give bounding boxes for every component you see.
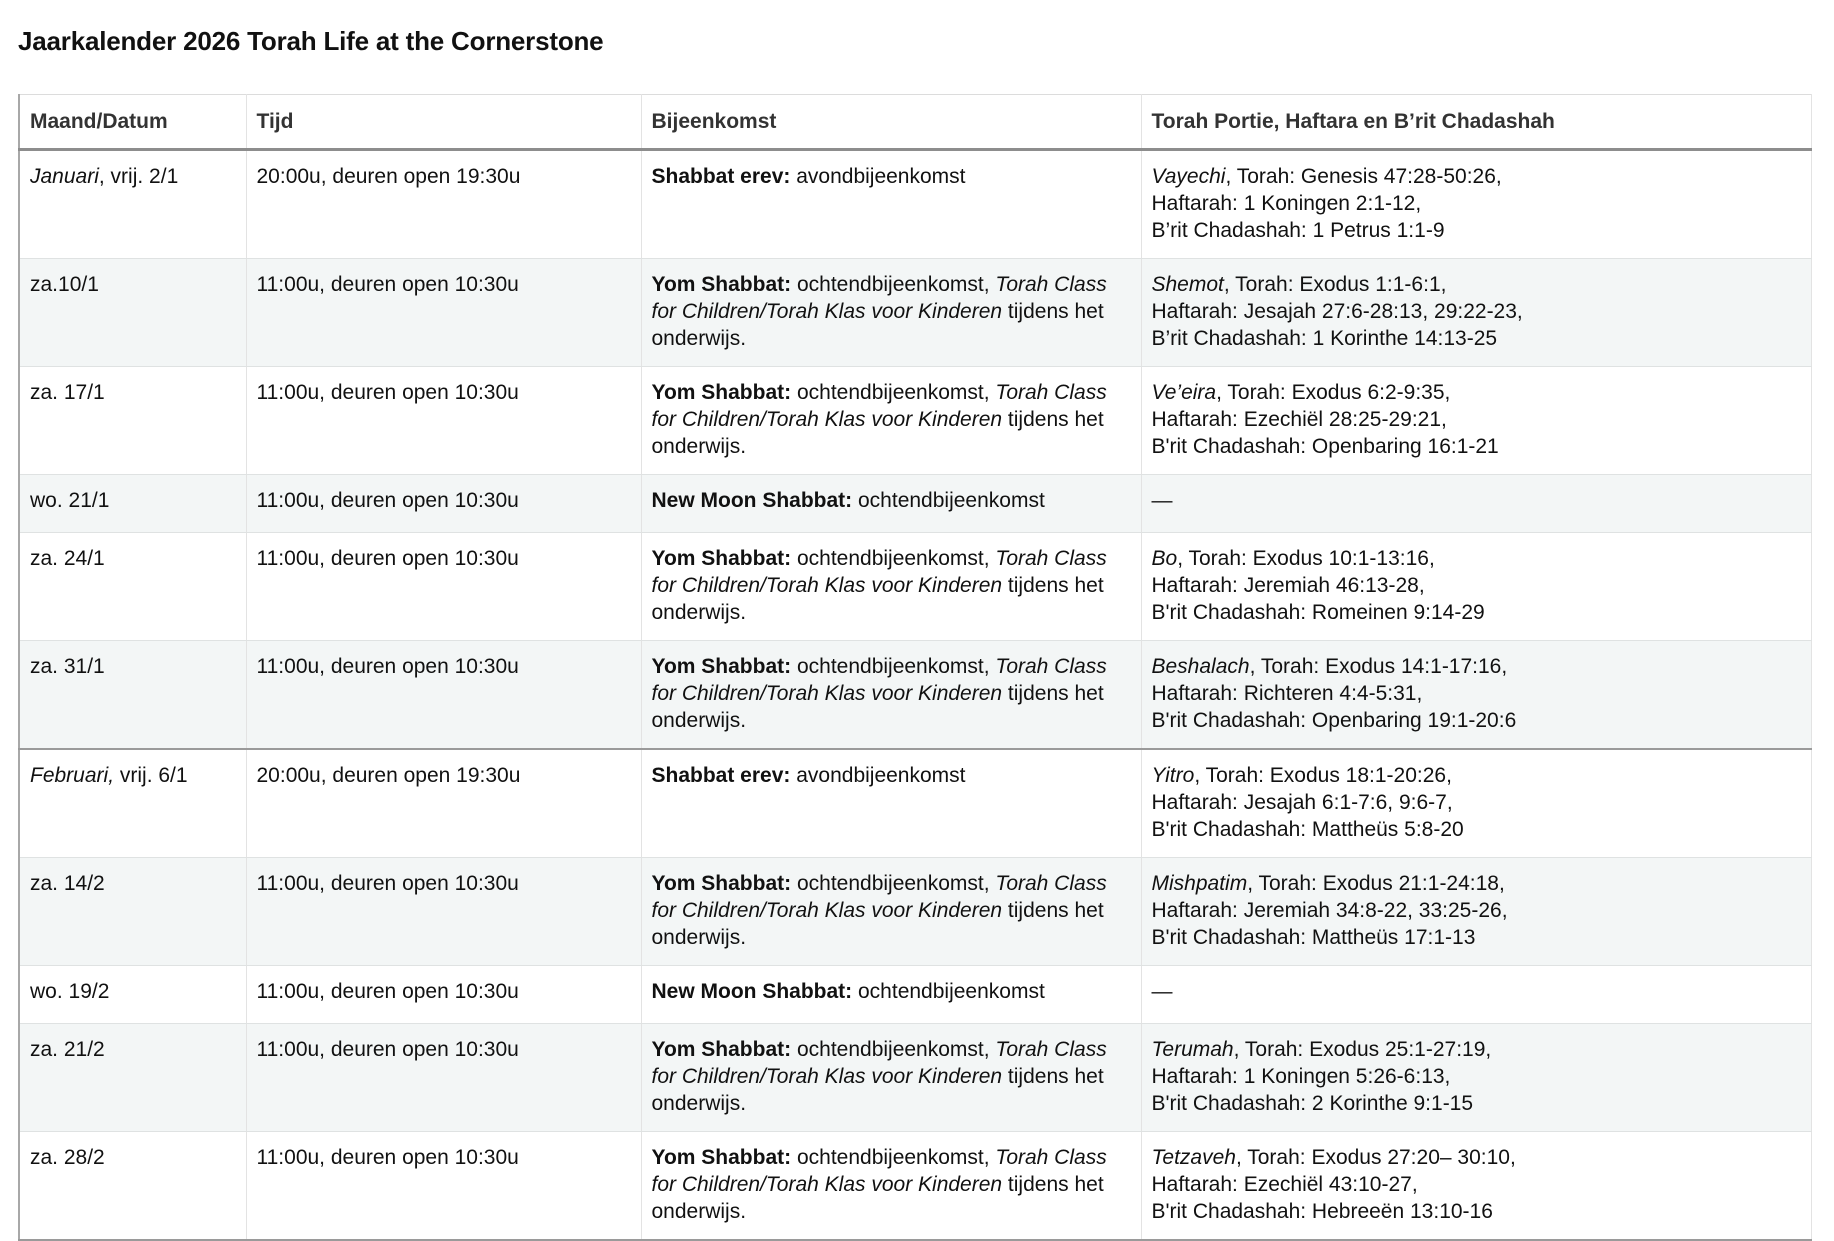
event-text: ochtendbijeenkomst, (791, 1146, 996, 1169)
event-type: New Moon Shabbat: (651, 489, 853, 512)
date-label: wo. 21/1 (30, 489, 110, 512)
cell-time (246, 1024, 641, 1132)
table-row (19, 367, 1811, 475)
cell-reading (1141, 533, 1811, 641)
time-label: 11:00u, deuren open 10:30u (256, 1038, 519, 1061)
torah-reading: , Torah: Exodus 18:1-20:26, (1194, 764, 1452, 787)
cell-date (19, 858, 246, 966)
table-row (19, 259, 1811, 367)
brit-chadashah-reading: B'rit Chadashah: 2 Korinthe 9:1-15 (1151, 1092, 1474, 1115)
table-row (19, 966, 1811, 1024)
parasha-name: Ve’eira (1151, 381, 1217, 404)
cell-event (641, 533, 1141, 641)
cell-reading (1141, 1132, 1811, 1241)
parasha-name: Vayechi (1151, 165, 1226, 188)
cell-event (641, 367, 1141, 475)
cell-event (641, 749, 1141, 858)
haftarah-reading: Haftarah: 1 Koningen 2:1-12, (1151, 192, 1422, 215)
table-row (19, 533, 1811, 641)
cell-date (19, 966, 246, 1024)
cell-time (246, 150, 641, 259)
cell-reading (1141, 858, 1811, 966)
event-text: ochtendbijeenkomst (852, 489, 1045, 512)
event-tail: tijdens het onderwijs. (651, 1065, 1104, 1115)
event-type: Yom Shabbat: (651, 1146, 792, 1169)
cell-date (19, 1132, 246, 1241)
cell-event (641, 1024, 1141, 1132)
date-label: za. 28/2 (30, 1146, 105, 1169)
event-italic: Torah Class for Children/Torah Klas voor Kinderen (651, 872, 1107, 922)
cell-event (641, 966, 1141, 1024)
parasha-name: Mishpatim (1151, 872, 1248, 895)
torah-reading: , Torah: Exodus 10:1-13:16, (1177, 547, 1435, 570)
event-type: Yom Shabbat: (651, 381, 792, 404)
header-tijd: Tijd (246, 95, 641, 150)
cell-reading (1141, 475, 1811, 533)
date-label: za.10/1 (30, 273, 99, 296)
cell-time (246, 1132, 641, 1241)
brit-chadashah-reading: B'rit Chadashah: Hebreeën 13:10-16 (1151, 1200, 1493, 1223)
event-text: ochtendbijeenkomst, (791, 381, 996, 404)
event-tail: tijdens het onderwijs. (651, 1173, 1104, 1223)
torah-reading: — (1151, 489, 1173, 512)
torah-reading: , Torah: Genesis 47:28-50:26, (1225, 165, 1502, 188)
parasha-name: Terumah (1151, 1038, 1234, 1061)
time-label: 11:00u, deuren open 10:30u (256, 872, 519, 895)
event-type: Yom Shabbat: (651, 273, 792, 296)
table-row (19, 749, 1811, 858)
header-torah-portie: Torah Portie, Haftara en B’rit Chadashah (1141, 95, 1811, 150)
date-label: wo. 19/2 (30, 980, 110, 1003)
parasha-name: Tetzaveh (1151, 1146, 1236, 1169)
haftarah-reading: Haftarah: Richteren 4:4-5:31, (1151, 682, 1423, 705)
event-type: Yom Shabbat: (651, 547, 792, 570)
haftarah-reading: Haftarah: Ezechiël 43:10-27, (1151, 1173, 1418, 1196)
time-label: 11:00u, deuren open 10:30u (256, 980, 519, 1003)
event-italic: Torah Class for Children/Torah Klas voor Kinderen (651, 273, 1107, 323)
time-label: 11:00u, deuren open 10:30u (256, 489, 519, 512)
cell-reading (1141, 150, 1811, 259)
brit-chadashah-reading: B'rit Chadashah: Mattheüs 17:1-13 (1151, 926, 1476, 949)
parasha-name: Beshalach (1151, 655, 1250, 678)
event-tail: tijdens het onderwijs. (651, 899, 1104, 949)
table-row (19, 1024, 1811, 1132)
cell-time (246, 641, 641, 750)
date-label: za. 31/1 (30, 655, 105, 678)
cell-time (246, 966, 641, 1024)
event-text: ochtendbijeenkomst, (791, 872, 996, 895)
cell-time (246, 858, 641, 966)
event-tail: tijdens het onderwijs. (651, 300, 1104, 350)
cell-event (641, 475, 1141, 533)
cell-date (19, 533, 246, 641)
cell-date (19, 367, 246, 475)
parasha-name: Shemot (1151, 273, 1224, 296)
brit-chadashah-reading: B’rit Chadashah: 1 Korinthe 14:13-25 (1151, 327, 1498, 350)
parasha-name: Bo (1151, 547, 1178, 570)
time-label: 20:00u, deuren open 19:30u (256, 764, 521, 787)
brit-chadashah-reading: B'rit Chadashah: Openbaring 19:1-20:6 (1151, 709, 1517, 732)
brit-chadashah-reading: B'rit Chadashah: Openbaring 16:1-21 (1151, 435, 1499, 458)
event-text: ochtendbijeenkomst, (791, 655, 996, 678)
torah-reading: , Torah: Exodus 14:1-17:16, (1249, 655, 1508, 678)
parasha-name: Yitro (1151, 764, 1195, 787)
table-row (19, 150, 1811, 259)
month-label: Januari (30, 165, 99, 188)
haftarah-reading: Haftarah: Jeremiah 34:8-22, 33:25-26, (1151, 899, 1508, 922)
cell-time (246, 749, 641, 858)
event-italic: Torah Class for Children/Torah Klas voor Kinderen (651, 1146, 1107, 1196)
cell-event (641, 858, 1141, 966)
cell-event (641, 150, 1141, 259)
haftarah-reading: Haftarah: Ezechiël 28:25-29:21, (1151, 408, 1447, 431)
cell-time (246, 533, 641, 641)
event-type: Shabbat erev: (651, 764, 791, 787)
haftarah-reading: Haftarah: Jeremiah 46:13-28, (1151, 574, 1425, 597)
cell-date (19, 749, 246, 858)
calendar-table (18, 94, 1812, 1241)
cell-reading (1141, 1024, 1811, 1132)
torah-reading: , Torah: Exodus 27:20– 30:10, (1235, 1146, 1516, 1169)
cell-date (19, 641, 246, 750)
date-label: vrij. 6/1 (114, 764, 188, 787)
cell-date (19, 150, 246, 259)
cell-event (641, 1132, 1141, 1241)
event-text: ochtendbijeenkomst, (791, 273, 996, 296)
torah-reading: — (1151, 980, 1173, 1003)
cell-date (19, 259, 246, 367)
cell-time (246, 259, 641, 367)
header-row (19, 95, 1811, 150)
cell-time (246, 367, 641, 475)
table-row (19, 858, 1811, 966)
date-label: za. 17/1 (30, 381, 105, 404)
table-row (19, 1132, 1811, 1241)
page-title: Jaarkalender 2026 Torah Life at the Cornerstone (18, 26, 604, 56)
haftarah-reading: Haftarah: Jesajah 6:1-7:6, 9:6-7, (1151, 791, 1453, 814)
event-italic: Torah Class for Children/Torah Klas voor Kinderen (651, 381, 1107, 431)
event-text: ochtendbijeenkomst, (791, 1038, 996, 1061)
table-row (19, 475, 1811, 533)
event-italic: Torah Class for Children/Torah Klas voor Kinderen (651, 547, 1107, 597)
cell-reading (1141, 367, 1811, 475)
brit-chadashah-reading: B’rit Chadashah: 1 Petrus 1:1-9 (1151, 219, 1445, 242)
time-label: 11:00u, deuren open 10:30u (256, 1146, 519, 1169)
cell-reading (1141, 749, 1811, 858)
event-type: Yom Shabbat: (651, 655, 792, 678)
haftarah-reading: Haftarah: Jesajah 27:6-28:13, 29:22-23, (1151, 300, 1523, 323)
event-italic: Torah Class for Children/Torah Klas voor Kinderen (651, 1038, 1107, 1088)
brit-chadashah-reading: B'rit Chadashah: Mattheüs 5:8-20 (1151, 818, 1464, 841)
cell-reading (1141, 966, 1811, 1024)
event-tail: tijdens het onderwijs. (651, 682, 1104, 732)
time-label: 20:00u, deuren open 19:30u (256, 165, 521, 188)
time-label: 11:00u, deuren open 10:30u (256, 655, 519, 678)
cell-event (641, 259, 1141, 367)
torah-reading: , Torah: Exodus 21:1-24:18, (1247, 872, 1505, 895)
time-label: 11:00u, deuren open 10:30u (256, 381, 519, 404)
event-tail: tijdens het onderwijs. (651, 574, 1104, 624)
header-maand-datum: Maand/Datum (19, 95, 246, 150)
header-bijeenkomst: Bijeenkomst (641, 95, 1141, 150)
date-label: za. 24/1 (30, 547, 105, 570)
torah-reading: , Torah: Exodus 1:1-6:1, (1223, 273, 1447, 296)
event-type: New Moon Shabbat: (651, 980, 853, 1003)
cell-reading (1141, 259, 1811, 367)
torah-reading: , Torah: Exodus 25:1-27:19, (1233, 1038, 1492, 1061)
cell-date (19, 1024, 246, 1132)
event-text: ochtendbijeenkomst (852, 980, 1045, 1003)
event-text: ochtendbijeenkomst, (791, 547, 996, 570)
cell-time (246, 475, 641, 533)
haftarah-reading: Haftarah: 1 Koningen 5:26-6:13, (1151, 1065, 1451, 1088)
cell-event (641, 641, 1141, 750)
table-row (19, 641, 1811, 750)
month-label: Februari, (30, 764, 115, 787)
event-type: Shabbat erev: (651, 165, 791, 188)
date-label: za. 14/2 (30, 872, 105, 895)
torah-reading: , Torah: Exodus 6:2-9:35, (1216, 381, 1451, 404)
event-italic: Torah Class for Children/Torah Klas voor Kinderen (651, 655, 1107, 705)
event-text: avondbijeenkomst (790, 165, 966, 188)
event-type: Yom Shabbat: (651, 872, 792, 895)
event-text: avondbijeenkomst (790, 764, 966, 787)
date-label: za. 21/2 (30, 1038, 105, 1061)
cell-date (19, 475, 246, 533)
date-label: , vrij. 2/1 (98, 165, 179, 188)
time-label: 11:00u, deuren open 10:30u (256, 273, 519, 296)
cell-reading (1141, 641, 1811, 750)
event-type: Yom Shabbat: (651, 1038, 792, 1061)
brit-chadashah-reading: B'rit Chadashah: Romeinen 9:14-29 (1151, 601, 1485, 624)
event-tail: tijdens het onderwijs. (651, 408, 1104, 458)
time-label: 11:00u, deuren open 10:30u (256, 547, 519, 570)
